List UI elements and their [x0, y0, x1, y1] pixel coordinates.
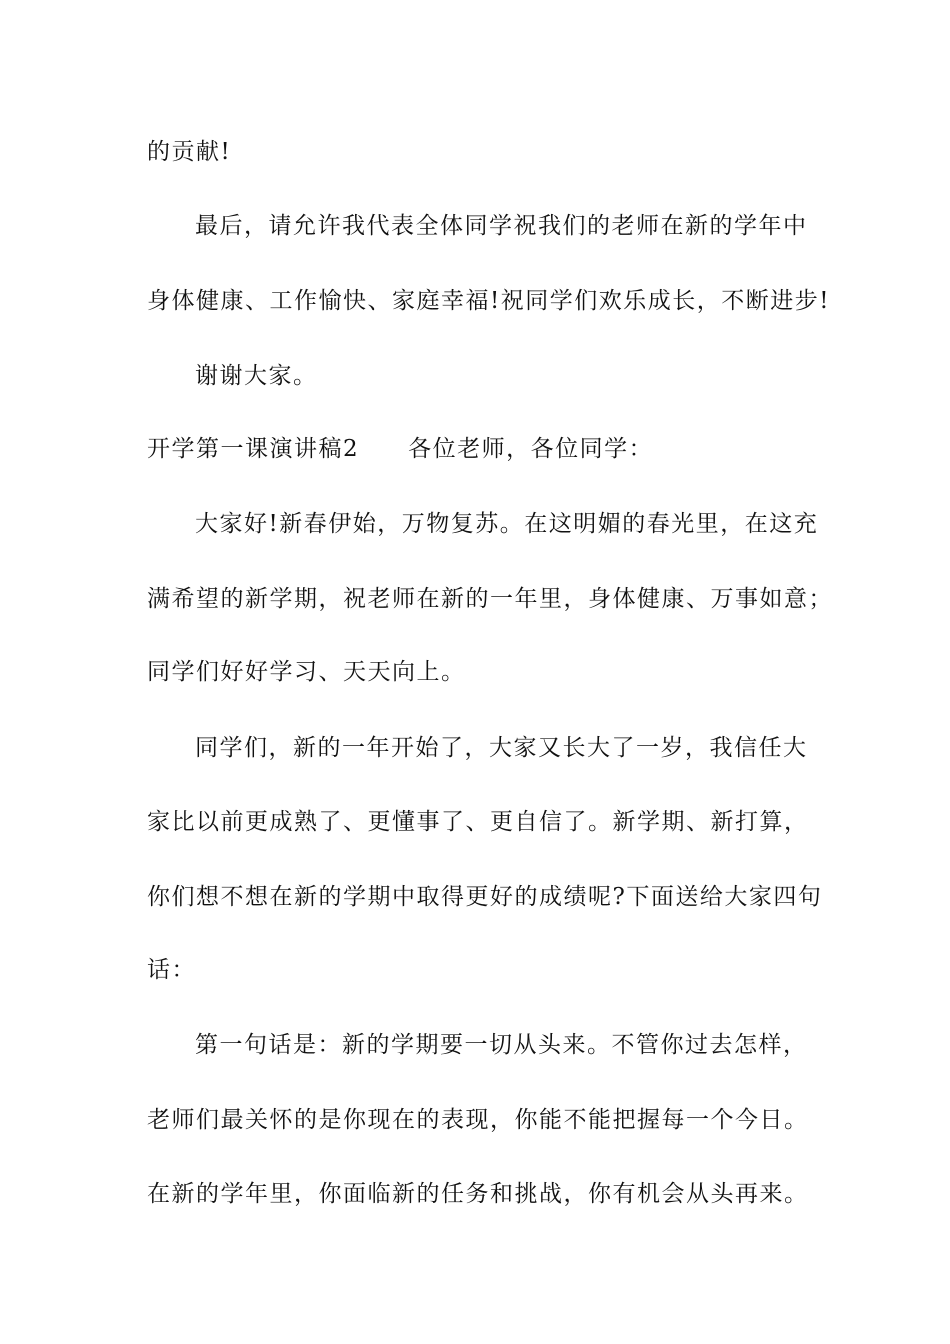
text-line-3: 身体健康、工作愉快、家庭幸福!祝同学们欢乐成长，不断进步!	[147, 288, 830, 314]
text-line-12: 话：	[147, 957, 196, 983]
text-line-4: 谢谢大家。	[195, 363, 318, 389]
text-line-11: 你们想不想在新的学期中取得更好的成绩呢?下面送给大家四句	[147, 884, 823, 910]
text-line-10: 家比以前更成熟了、更懂事了、更自信了。新学期、新打算，	[147, 809, 809, 835]
text-line-1: 的贡献!	[147, 139, 232, 165]
text-line-2: 最后，请允许我代表全体同学祝我们的老师在新的学年中	[195, 213, 808, 239]
section-heading-line: 开学第一课演讲稿2 各位老师，各位同学：	[147, 436, 654, 462]
text-line-6: 大家好!新春伊始，万物复苏。在这明媚的春光里，在这充	[195, 511, 819, 537]
text-line-15: 在新的学年里，你面临新的任务和挑战，你有机会从头再来。	[147, 1181, 809, 1207]
text-line-8: 同学们好好学习、天天向上。	[147, 659, 466, 685]
text-line-9: 同学们，新的一年开始了，大家又长大了一岁，我信任大	[195, 735, 808, 761]
text-line-14: 老师们最关怀的是你现在的表现，你能不能把握每一个今日。	[147, 1107, 809, 1133]
text-line-13: 第一句话是：新的学期要一切从头来。不管你过去怎样，	[195, 1032, 808, 1058]
text-line-7: 满希望的新学期，祝老师在新的一年里，身体健康、万事如意；	[147, 586, 833, 612]
